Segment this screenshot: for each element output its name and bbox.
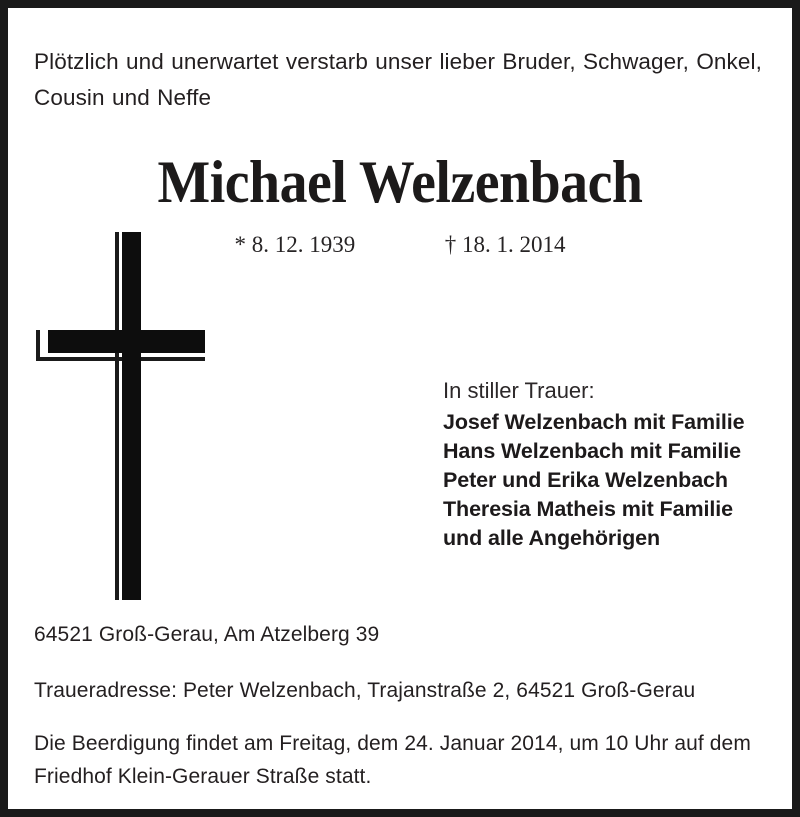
deceased-name: Michael Welzenbach <box>157 149 643 215</box>
notice-card <box>8 8 792 809</box>
birth-date: * 8. 12. 1939 <box>234 232 356 257</box>
mourner-item: Theresia Matheis mit Familie <box>443 497 733 521</box>
intro-line-2: Cousin und Neffe <box>34 85 212 110</box>
mourners-list <box>443 408 744 553</box>
funeral-details <box>34 727 774 793</box>
life-dates <box>8 230 792 260</box>
funeral-line-1: Die Beerdigung findet am Freitag, dem 24. Januar 2014, um 10 Uhr auf dem <box>34 732 751 755</box>
funeral-line-2: Friedhof Klein-Gerauer Straße statt. <box>34 765 372 788</box>
death-date: † 18. 1. 2014 <box>444 232 566 257</box>
mourning-heading: In stiller Trauer: <box>443 378 595 403</box>
mourner-item: und alle Angehörigen <box>443 526 660 550</box>
mourner-item: Peter und Erika Welzenbach <box>443 468 728 492</box>
mourner-item: Hans Welzenbach mit Familie <box>443 439 741 463</box>
condolence-address: Traueradresse: Peter Welzenbach, Trajanstraße 2, 64521 Groß-Gerau <box>34 679 696 702</box>
mourner-item: Josef Welzenbach mit Familie <box>443 410 745 434</box>
intro-line-1: Plötzlich und unerwartet verstarb unser lieber Bruder, Schwager, Onkel, <box>34 49 762 74</box>
intro-text <box>34 44 770 116</box>
home-address: 64521 Groß-Gerau, Am Atzelberg 39 <box>34 623 380 646</box>
